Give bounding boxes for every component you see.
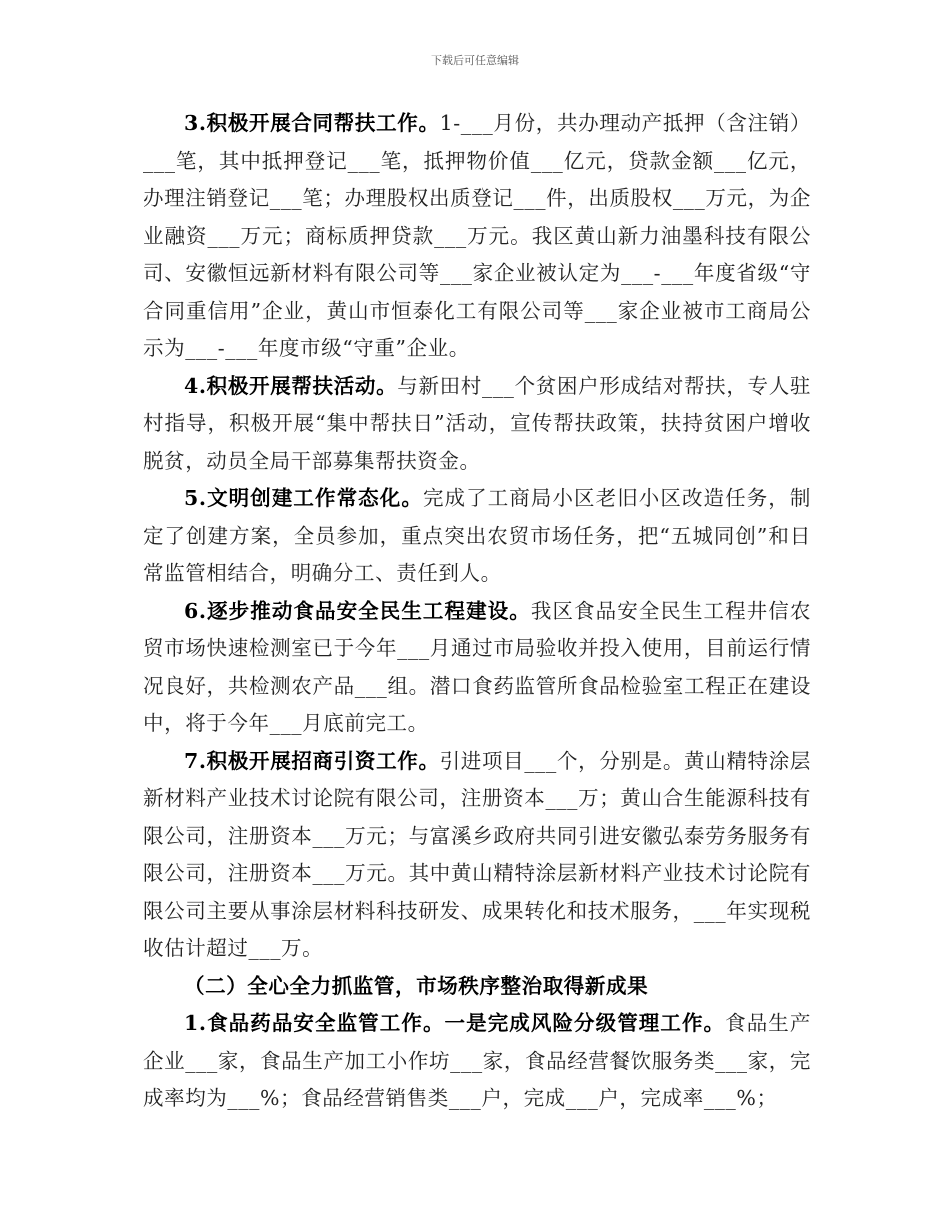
paragraph-heading: 7.积极开展招商引资工作。 [184, 748, 440, 773]
section-title: （二）全心全力抓监管，市场秩序整治取得新成果 [184, 973, 649, 998]
paragraph-text: 1-___月份，共办理动产抵押（含注销）___笔，其中抵押登记___笔，抵押物价值___亿元，贷款金额___亿元，办理注销登记___笔；办理股权出质登记___件，出质股权___万元，为企业融资___万元；商标质押贷款___万元。我区黄山新力油墨科技有限公司、安徽恒远新材料有限公司等___家企业被认定为___-___年度省级“守合同重信用”企业，黄山市恒泰化工有限公司等___家企业被市工商局公示为___-___年度市级“守重”企业。 [143, 111, 811, 360]
paragraph-heading: 1.食品药品安全监管工作。一是完成风险分级管理工作。 [184, 1011, 726, 1035]
document-body [143, 105, 811, 1118]
paragraph-heading: 6.逐步推动食品安全民生工程建设。 [184, 598, 531, 623]
paragraph-food-safety-project [143, 593, 811, 743]
paragraph-text: 我区食品安全民生工程井信农贸市场快速检测室已于今年___月通过市局验收并投入使用，目前运行情况良好，共检测农产品___组。潜口食药监管所食品检验室工程正在建设中，将于今年___月底前完工。 [143, 598, 811, 735]
paragraph-text: 食品生产企业___家，食品生产加工小作坊___家，食品经营餐饮服务类___家，完成率均为___%；食品经营销售类___户，完成___户，完成率___%； [143, 1011, 811, 1110]
paragraph-civilization-building [143, 480, 811, 593]
paragraph-contract-support [143, 105, 811, 368]
paragraph-text: 完成了工商局小区老旧小区改造任务，制定了创建方案，全员参加，重点突出农贸市场任务，把“五城同创”和日常监管相结合，明确分工、责任到人。 [143, 486, 811, 585]
paragraph-heading: 3.积极开展合同帮扶工作。 [184, 111, 440, 135]
paragraph-text: 与新田村___个贫困户形成结对帮扶，专人驻村指导，积极开展“集中帮扶日”活动，宣传帮扶政策，扶持贫困户增收脱贫，动员全局干部募集帮扶资金。 [143, 373, 811, 473]
paragraph-heading: 5.文明创建工作常态化。 [184, 486, 423, 510]
page-header: 下载后可任意编辑 [431, 54, 519, 67]
paragraph-assistance-activities [143, 368, 811, 481]
paragraph-investment-attraction [143, 743, 811, 968]
paragraph-text: 引进项目___个，分别是。黄山精特涂层新材料产业技术讨论院有限公司，注册资本___万；黄山合生能源科技有限公司，注册资本___万元；与富溪乡政府共同引进安徽弘泰劳务服务有限公司，注册资本___万元。其中黄山精特涂层新材料产业技术讨论院有限公司主要从事涂层材料科技研发、成果转化和技术服务，___年实现税收估计超过___万。 [143, 748, 811, 960]
paragraph-food-drug-supervision [143, 1005, 811, 1118]
paragraph-heading: 4.积极开展帮扶活动。 [184, 373, 398, 398]
